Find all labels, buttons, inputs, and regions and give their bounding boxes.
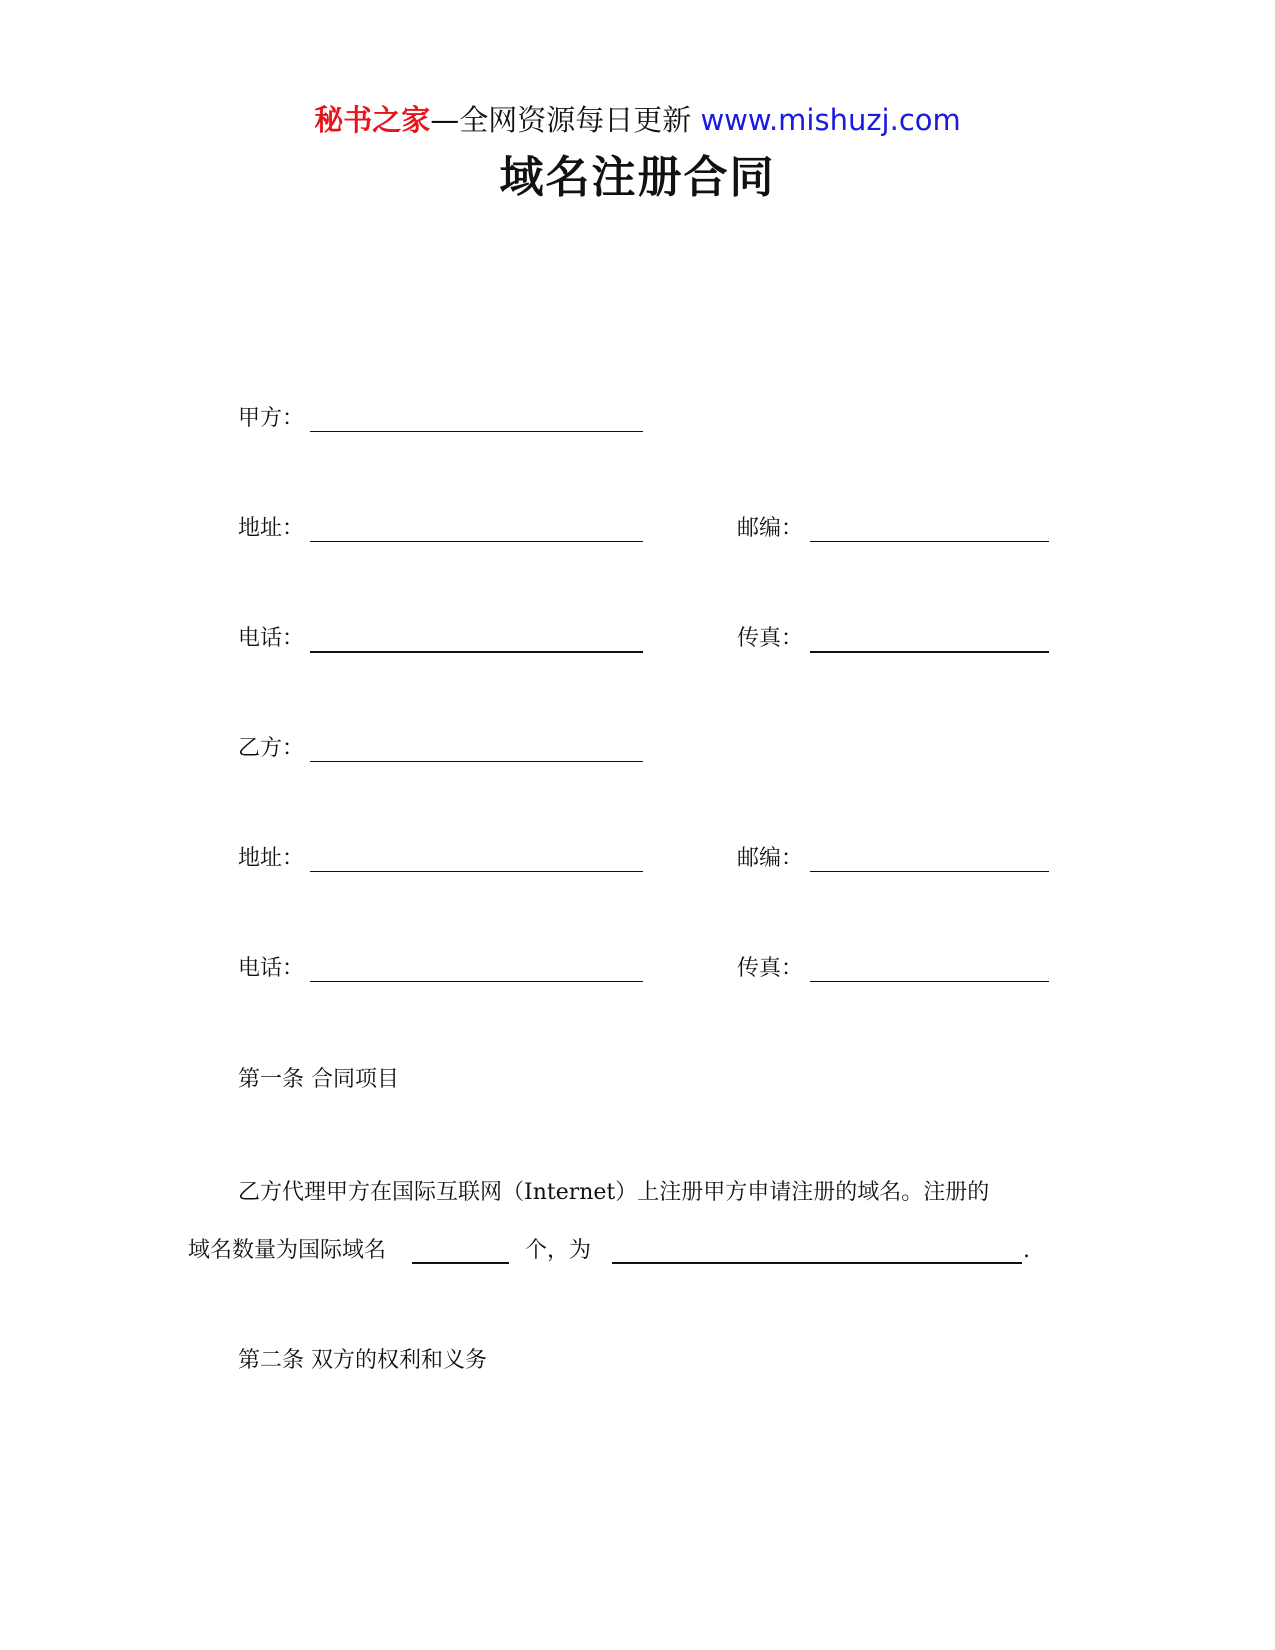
party-a-fax-label: 传真： <box>737 626 804 651</box>
party-a-label: 甲方： <box>238 406 305 431</box>
party-b-postcode-field <box>737 843 803 875</box>
domain-name-blank[interactable] <box>612 1262 1022 1264</box>
site-url[interactable]: www.mishuzj.com <box>700 103 961 137</box>
party-a-postcode-blank[interactable] <box>810 541 1049 542</box>
article-1-line-1: 乙方代理甲方在国际互联网（Internet）上注册甲方申请注册的域名。注册的 <box>238 1180 990 1205</box>
party-b-fax-label: 传真： <box>737 956 804 981</box>
slogan-text: —全网资源每日更新 <box>430 103 692 137</box>
party-b-address-label: 地址： <box>238 846 305 871</box>
party-b-postcode-label: 邮编： <box>737 846 804 871</box>
document-title: 域名注册合同 <box>499 152 776 203</box>
brand-name: 秘书之家 <box>314 103 431 137</box>
article-1-heading: 第一条 合同项目 <box>238 1067 399 1092</box>
party-a-phone-label: 电话： <box>238 626 305 651</box>
party-a-address-field <box>238 513 304 545</box>
party-b-fax-blank[interactable] <box>810 981 1049 982</box>
party-b-phone-field <box>238 953 304 985</box>
party-b-field <box>238 733 304 765</box>
party-a-phone-blank[interactable] <box>310 651 643 653</box>
article-2-heading: 第二条 双方的权利和义务 <box>238 1348 487 1373</box>
party-b-postcode-blank[interactable] <box>810 871 1049 872</box>
article-1-line-2b: 个，为 <box>525 1238 592 1263</box>
party-b-address-blank[interactable] <box>310 871 643 872</box>
party-b-phone-label: 电话： <box>238 956 305 981</box>
party-a-address-blank[interactable] <box>310 541 643 542</box>
party-a-phone-field <box>238 623 304 655</box>
party-a-address-label: 地址： <box>238 516 305 541</box>
site-header <box>0 100 1275 140</box>
article-1-line-2a: 域名数量为国际域名 <box>188 1238 387 1263</box>
article-1-line-2-end: . <box>1023 1238 1030 1263</box>
party-a-postcode-label: 邮编： <box>737 516 804 541</box>
party-b-label: 乙方： <box>238 736 305 761</box>
party-b-fax-field <box>737 953 803 985</box>
party-b-phone-blank[interactable] <box>310 981 643 982</box>
party-a-postcode-field <box>737 513 803 545</box>
party-b-address-field <box>238 843 304 875</box>
party-a-field <box>238 403 304 435</box>
party-a-blank[interactable] <box>310 431 643 432</box>
party-a-fax-field <box>737 623 803 655</box>
party-a-fax-blank[interactable] <box>810 651 1049 653</box>
domain-count-blank[interactable] <box>412 1262 509 1264</box>
party-b-blank[interactable] <box>310 761 643 762</box>
